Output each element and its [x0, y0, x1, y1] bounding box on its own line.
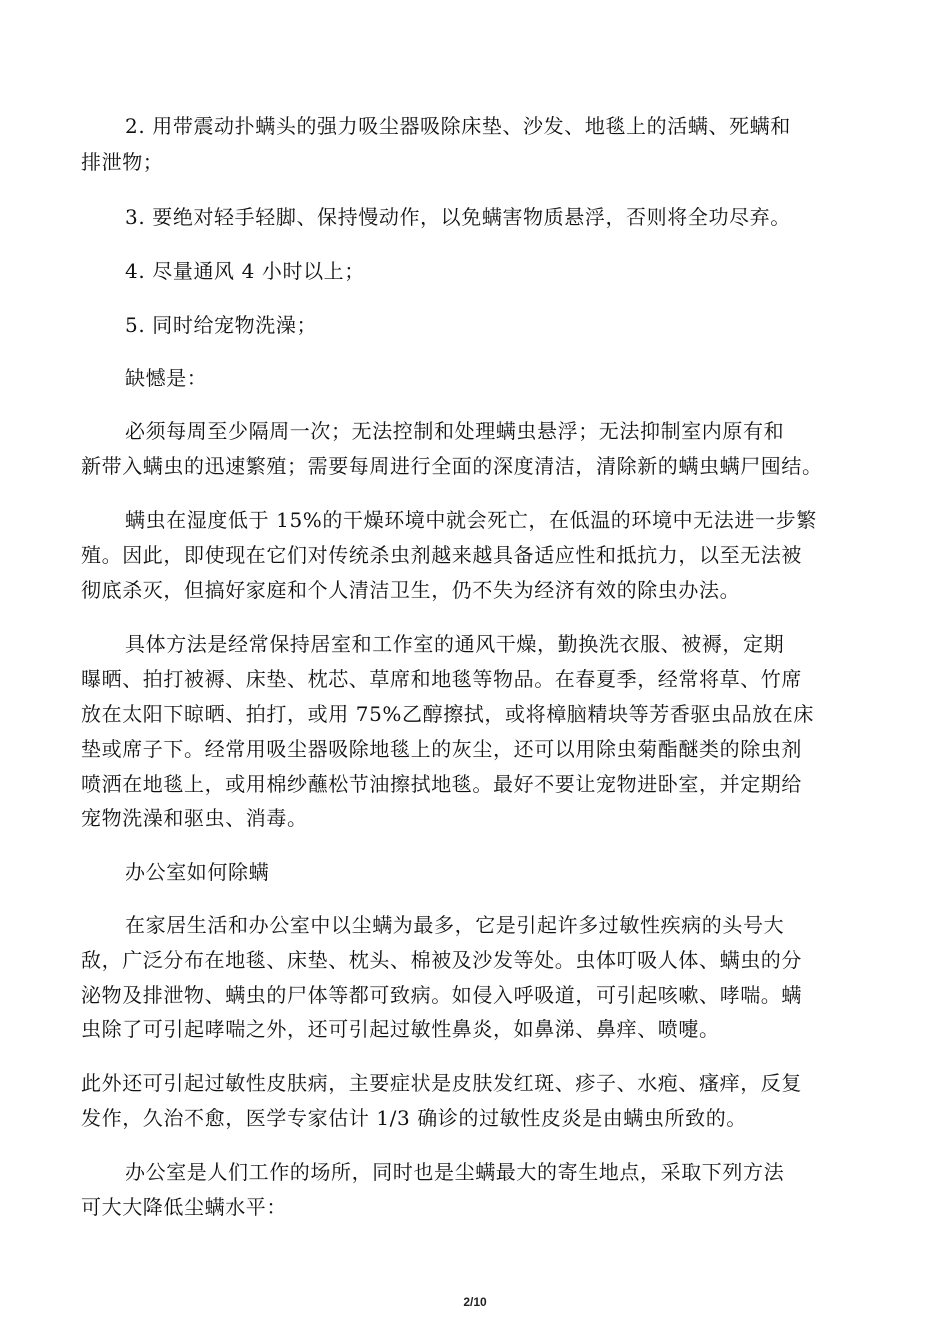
- text-line: 办公室是人们工作的场所，同时也是尘螨最大的寄生地点，采取下列方法: [125, 1160, 785, 1184]
- text-line: 敌，广泛分布在地毯、床垫、枕头、棉被及沙发等处。虫体叮吸人体、螨虫的分: [81, 948, 802, 972]
- text-line: 曝晒、拍打被褥、床垫、枕芯、草席和地毯等物品。在春夏季，经常将草、竹席: [81, 667, 802, 691]
- text-line: 2. 用带震动扑螨头的强力吸尘器吸除床垫、沙发、地毯上的活螨、死螨和: [125, 114, 791, 138]
- text-line: 必须每周至少隔周一次；无法控制和处理螨虫悬浮；无法抑制室内原有和: [125, 419, 785, 443]
- text-line: 在家居生活和办公室中以尘螨为最多，它是引起许多过敏性疾病的头号大: [125, 913, 785, 937]
- text-line: 新带入螨虫的迅速繁殖；需要每周进行全面的深度清洁，清除新的螨虫螨尸囤结。: [81, 454, 823, 478]
- text-line: 缺憾是：: [125, 366, 208, 390]
- text-line: 可大大降低尘螨水平：: [81, 1195, 287, 1219]
- text-line: 发作，久治不愈，医学专家估计 1/3 确诊的过敏性皮炎是由螨虫所致的。: [81, 1106, 747, 1130]
- text-line: 彻底杀灭，但搞好家庭和个人清洁卫生，仍不失为经济有效的除虫办法。: [81, 578, 741, 602]
- text-line: 5. 同时给宠物洗澡；: [125, 313, 318, 337]
- text-line: 垫或席子下。经常用吸尘器吸除地毯上的灰尘，还可以用除虫菊酯醚类的除虫剂: [81, 737, 802, 761]
- text-line: 泌物及排泄物、螨虫的尸体等都可致病。如侵入呼吸道，可引起咳嗽、哮喘。螨: [81, 983, 802, 1007]
- text-line: 喷洒在地毯上，或用棉纱蘸松节油擦拭地毯。最好不要让宠物进卧室，并定期给: [81, 772, 802, 796]
- text-line: 放在太阳下晾晒、拍打，或用 75%乙醇擦拭，或将樟脑精块等芳香驱虫品放在床: [81, 702, 815, 726]
- text-line: 4. 尽量通风 4 小时以上；: [125, 259, 365, 283]
- text-line: 螨虫在湿度低于 15%的干燥环境中就会死亡，在低温的环境中无法进一步繁: [125, 508, 817, 532]
- text-line: 3. 要绝对轻手轻脚、保持慢动作，以免螨害物质悬浮，否则将全功尽弃。: [125, 205, 791, 229]
- text-line: 排泄物；: [81, 150, 164, 174]
- text-line: 宠物洗澡和驱虫、消毒。: [81, 806, 308, 830]
- text-line: 殖。因此，即使现在它们对传统杀虫剂越来越具备适应性和抵抗力，以至无法被: [81, 543, 802, 567]
- text-line: 此外还可引起过敏性皮肤病，主要症状是皮肤发红斑、疹子、水疱、瘙痒，反复: [81, 1071, 802, 1095]
- section-heading: 办公室如何除螨: [125, 860, 270, 884]
- text-line: 具体方法是经常保持居室和工作室的通风干燥，勤换洗衣服、被褥，定期: [125, 632, 785, 656]
- text-line: 虫除了可引起哮喘之外，还可引起过敏性鼻炎，如鼻涕、鼻痒、喷嚏。: [81, 1017, 720, 1041]
- page-number: 2/10: [463, 1295, 487, 1309]
